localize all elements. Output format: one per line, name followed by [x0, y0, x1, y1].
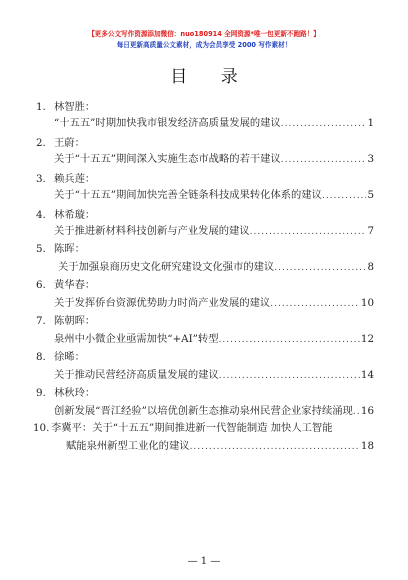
toc-entry-title: 赋能泉州新型工业化的建议: [66, 440, 190, 452]
promo-banner-line-2: 每日更新高质量公文素材，成为会员享受 2000 写作素材！: [116, 41, 292, 49]
toc-entry-3[interactable]: [54, 188, 374, 203]
toc-leader-dots: [270, 297, 360, 311]
toc-author-name: 林希璇：: [54, 209, 96, 221]
toc-page-number: 16: [360, 405, 374, 417]
toc-entry-title-line-1: 关于“十五五”期间推进新一代智能制造 加快人工智能: [92, 422, 333, 434]
toc-page-number: 12: [360, 333, 374, 345]
page-footer-number: — 1 —: [187, 556, 221, 567]
toc-page-number: 7: [367, 225, 374, 237]
toc-page-number: 3: [367, 153, 374, 165]
toc-entry-title: “十五五”时期加快我市银发经济高质量发展的建议: [54, 117, 281, 129]
toc-author-3: [36, 172, 95, 186]
toc-author-5: [36, 242, 85, 256]
toc-number: 1.: [36, 101, 46, 113]
promo-banner-line-1: 【更多公文写作资源添加微信：nuo180914 全网资源*唯一包更新不跑路！】: [88, 30, 320, 38]
toc-page-number: 14: [360, 369, 374, 381]
toc-leader-dots: [281, 117, 367, 131]
toc-author-name: 陈朝晖：: [54, 315, 96, 327]
toc-author-name: 林秋玲：: [54, 387, 96, 399]
toc-number: 2.: [36, 137, 46, 149]
toc-entry-title: 关于推动民营经济高质量发展的建议: [54, 369, 219, 381]
toc-entry-title: 创新发展“晋江经验”以培优创新生态推动泉州民营企业家持续涌现: [54, 405, 353, 417]
toc-leader-dots: [353, 405, 360, 419]
toc-author-7: [36, 314, 95, 328]
toc-author-name: 黄华春：: [54, 279, 96, 291]
toc-leader-dots: [281, 153, 367, 167]
toc-number: 5.: [36, 243, 46, 255]
toc-page-number: 5: [367, 189, 374, 201]
toc-entry-title: 关于发挥侨台资源优势助力时尚产业发展的建议: [54, 297, 271, 309]
toc-page-number: 8: [367, 261, 374, 273]
toc-author-name: 赖兵莲：: [54, 173, 96, 185]
toc-entry-7[interactable]: [54, 332, 374, 347]
toc-entry-4[interactable]: [54, 224, 374, 239]
toc-entry-2[interactable]: [54, 152, 374, 167]
toc-author-9: [36, 386, 95, 400]
toc-leader-dots: [219, 369, 360, 383]
toc-author-name: 徐晞：: [54, 351, 85, 363]
toc-leader-dots: [250, 225, 367, 239]
toc-entry-title: 关于“十五五”期间加快完善全链条科技成果转化体系的建议: [54, 189, 322, 201]
toc-entry-title: 泉州中小微企业亟需加快“+AI”转型: [54, 333, 219, 345]
toc-leader-dots: [322, 189, 366, 203]
toc-number: 3.: [36, 173, 46, 185]
toc-author-6: [36, 278, 95, 292]
toc-entry-title: 关于“十五五”期间深入实施生态市战略的若干建议: [54, 153, 281, 165]
toc-page-number: 10: [360, 297, 374, 309]
toc-entry-6[interactable]: [54, 296, 374, 311]
toc-entry-1[interactable]: [54, 116, 374, 131]
toc-entry-title: 关于加强泉商历史文化研究建设文化强市的建议: [58, 261, 275, 273]
toc-author-2: [36, 136, 85, 150]
toc-page-number: 18: [360, 440, 374, 452]
toc-number: 4.: [36, 209, 46, 221]
toc-author-8: [36, 350, 85, 364]
toc-entry-9[interactable]: [54, 404, 374, 419]
toc-entry-8[interactable]: [54, 368, 374, 383]
toc-number: 6.: [36, 279, 46, 291]
toc-page-number: 1: [367, 117, 374, 129]
toc-author-name: 陈晖：: [54, 243, 85, 255]
toc-entry-10[interactable]: [66, 439, 374, 454]
toc-author-name: 李冀平：: [51, 422, 93, 434]
toc-number: 10.: [33, 422, 50, 434]
toc-author-4: [36, 208, 95, 222]
toc-author-name: 林智胜：: [54, 101, 96, 113]
toc-entry-5[interactable]: [58, 260, 374, 275]
toc-number: 7.: [36, 315, 46, 327]
toc-author-name: 王蔚：: [54, 137, 85, 149]
toc-title: 目 录: [170, 67, 252, 87]
toc-entry-title: 关于推进新材料科技创新与产业发展的建议: [54, 225, 250, 237]
toc-leader-dots: [190, 440, 360, 454]
toc-leader-dots: [219, 333, 360, 347]
toc-number: 9.: [36, 387, 46, 399]
toc-leader-dots: [274, 261, 366, 275]
toc-author-1: [36, 100, 95, 114]
toc-number: 8.: [36, 351, 46, 363]
toc-author-10: [33, 421, 333, 435]
